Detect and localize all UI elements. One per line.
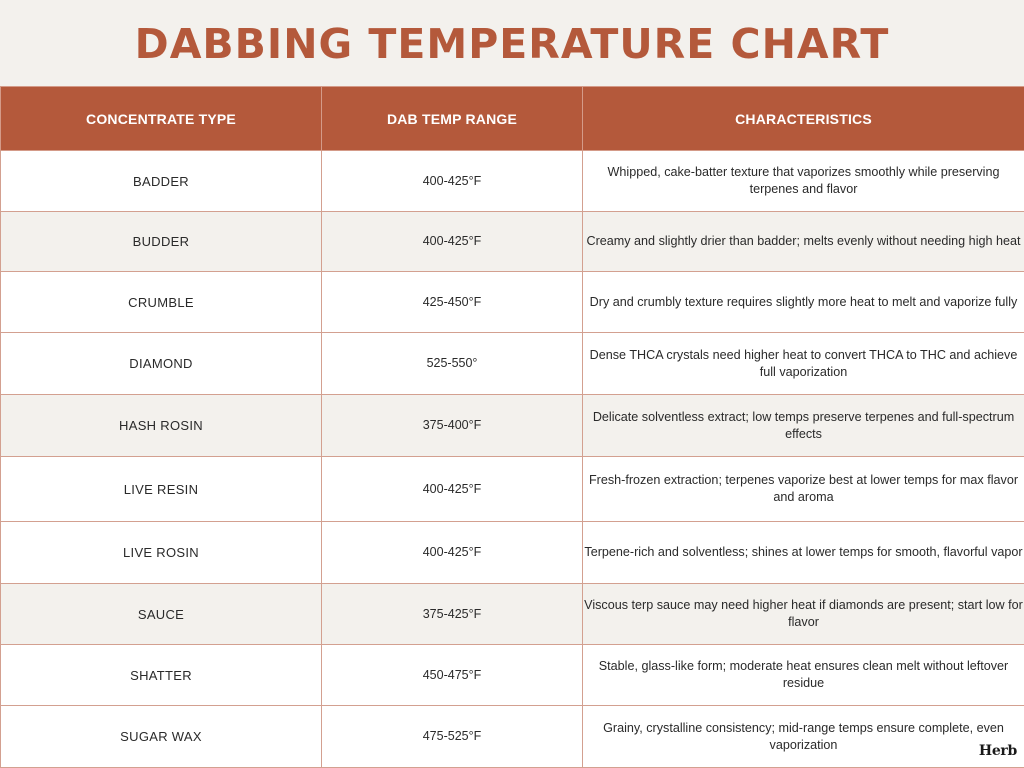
header-row <box>1 87 1024 151</box>
temp-range-cell: 400-425°F <box>322 522 583 584</box>
table-row <box>1 333 1024 395</box>
table-row <box>1 645 1024 706</box>
table-row <box>1 395 1024 457</box>
herb-logo: Herb <box>978 743 1017 759</box>
characteristics-cell: Creamy and slightly drier than badder; melts evenly without needing high heat <box>583 212 1024 272</box>
characteristics-cell: Whipped, cake-batter texture that vaporizes smoothly while preserving terpenes and flavor <box>583 151 1024 212</box>
table-header <box>1 87 1024 151</box>
concentrate-type-cell: BADDER <box>1 151 322 212</box>
concentrate-type-cell: LIVE ROSIN <box>1 522 322 584</box>
temp-range-cell: 475-525°F <box>322 706 583 768</box>
table-row <box>1 706 1024 768</box>
table-row <box>1 584 1024 645</box>
page-title: DABBING TEMPERATURE CHART <box>134 20 890 68</box>
concentrate-type-cell: BUDDER <box>1 212 322 272</box>
temp-range-cell: 400-425°F <box>322 457 583 522</box>
characteristics-cell: Terpene-rich and solventless; shines at lower temps for smooth, flavorful vapor <box>583 522 1024 584</box>
characteristics-cell: Delicate solventless extract; low temps preserve terpenes and full-spectrum effects <box>583 395 1024 457</box>
table-row <box>1 151 1024 212</box>
characteristics-cell: Grainy, crystalline consistency; mid-range temps ensure complete, even vaporization <box>583 706 1024 768</box>
header-characteristics: CHARACTERISTICS <box>583 87 1024 151</box>
temp-range-cell: 400-425°F <box>322 151 583 212</box>
characteristics-cell: Fresh-frozen extraction; terpenes vaporize best at lower temps for max flavor and aroma <box>583 457 1024 522</box>
concentrate-type-cell: DIAMOND <box>1 333 322 395</box>
temperature-table <box>0 86 1024 768</box>
table-row <box>1 212 1024 272</box>
table-row <box>1 522 1024 584</box>
concentrate-type-cell: CRUMBLE <box>1 272 322 333</box>
temp-range-cell: 375-425°F <box>322 584 583 645</box>
temp-range-cell: 450-475°F <box>322 645 583 706</box>
concentrate-type-cell: SHATTER <box>1 645 322 706</box>
table-body <box>1 151 1024 768</box>
concentrate-type-cell: HASH ROSIN <box>1 395 322 457</box>
title-banner <box>0 0 1024 86</box>
temp-range-cell: 525-550° <box>322 333 583 395</box>
temp-range-cell: 375-400°F <box>322 395 583 457</box>
header-concentrate-type: CONCENTRATE TYPE <box>1 87 322 151</box>
characteristics-cell: Viscous terp sauce may need higher heat if diamonds are present; start low for flavor <box>583 584 1024 645</box>
temp-range-cell: 425-450°F <box>322 272 583 333</box>
header-dab-temp-range: DAB TEMP RANGE <box>322 87 583 151</box>
characteristics-cell: Dry and crumbly texture requires slightly more heat to melt and vaporize fully <box>583 272 1024 333</box>
characteristics-cell: Dense THCA crystals need higher heat to convert THCA to THC and achieve full vaporization <box>583 333 1024 395</box>
table-row <box>1 457 1024 522</box>
concentrate-type-cell: SUGAR WAX <box>1 706 322 768</box>
concentrate-type-cell: LIVE RESIN <box>1 457 322 522</box>
concentrate-type-cell: SAUCE <box>1 584 322 645</box>
table-row <box>1 272 1024 333</box>
temp-range-cell: 400-425°F <box>322 212 583 272</box>
characteristics-cell: Stable, glass-like form; moderate heat ensures clean melt without leftover residue <box>583 645 1024 706</box>
